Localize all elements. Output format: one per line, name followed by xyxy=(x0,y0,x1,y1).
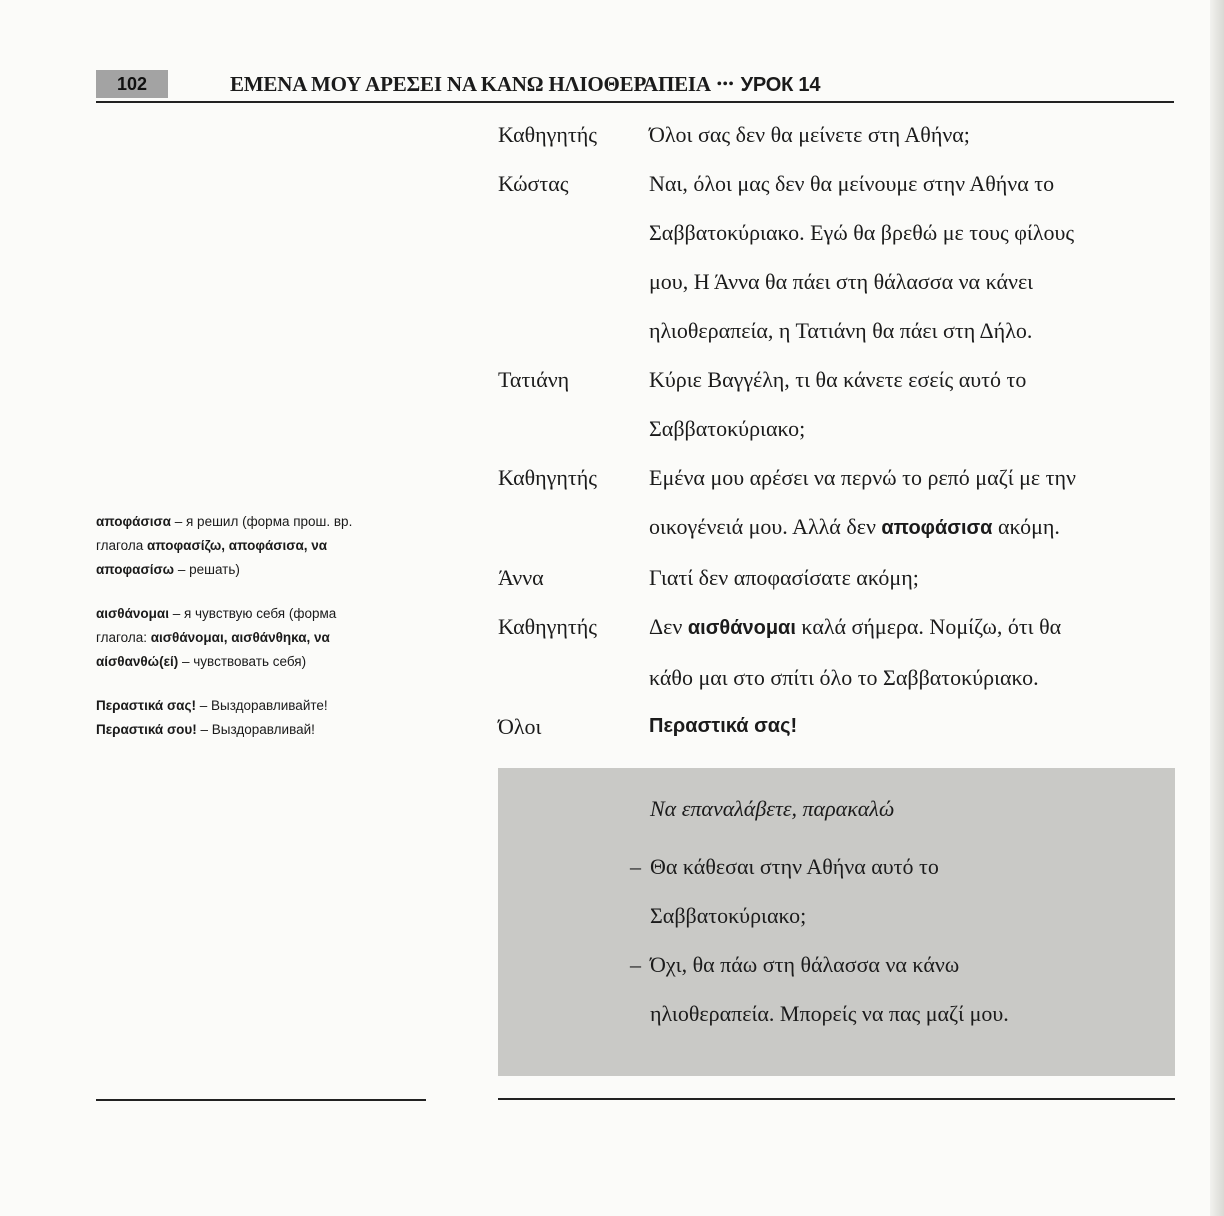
speech xyxy=(649,453,1178,553)
repeat-title: Να επαναλάβετε, παρακαλώ xyxy=(650,796,895,821)
glossary-line xyxy=(96,650,426,674)
speech-fragment: οικογένειά μου. Αλλά δεν xyxy=(649,514,882,539)
speech-text: Γιατί δεν αποφασίσατε ακόμη; xyxy=(649,565,919,590)
speaker: Καθηγητής xyxy=(498,122,597,147)
repeat-line xyxy=(630,842,1009,891)
glossary-text: – я решил (форма прош. вр. xyxy=(170,514,353,529)
dash: – xyxy=(630,952,641,977)
running-header xyxy=(230,72,820,97)
repeat-text: Όχι, θα πάω στη θάλασσα να κάνω xyxy=(650,952,960,977)
speech-text: Σαββατοκύριακο. Εγώ θα βρεθώ με τους φίλους xyxy=(649,220,1075,245)
speech-text xyxy=(649,602,1178,653)
speech xyxy=(649,702,1178,751)
speaker: Καθηγητής xyxy=(498,614,597,639)
speech xyxy=(649,553,1178,602)
speaker: Τατιάνη xyxy=(498,367,570,392)
speech-fragment: ακόμη. xyxy=(992,514,1060,539)
repeat-exercise-box xyxy=(498,768,1175,1076)
dialogue-line xyxy=(498,602,1178,702)
repeat-line: Σαββατοκύριακο; xyxy=(650,903,807,928)
page-edge xyxy=(1210,0,1224,1216)
glossary-entry xyxy=(96,694,426,742)
repeat-text: Θα κάθεσαι στην Αθήνα αυτό το xyxy=(650,854,939,879)
speech-text xyxy=(649,502,1178,553)
glossary-line xyxy=(96,718,426,742)
speaker: Όλοι xyxy=(498,714,542,739)
glossary-term: αποφασίζω, αποφάσισα, να xyxy=(147,538,328,553)
speech-text: Ναι, όλοι μας δεν θα μείνουμε στην Αθήνα το xyxy=(649,171,1055,196)
speech-text: ηλιοθεραπεία, η Τατιάνη θα πάει στη Δήλο. xyxy=(649,318,1033,343)
glossary xyxy=(96,510,426,762)
glossary-term: Περαστικά σου! xyxy=(96,722,197,737)
dialogue-line xyxy=(498,453,1178,553)
keyword: αποφάσισα xyxy=(881,517,993,539)
dialogue-line xyxy=(498,355,1178,453)
speech-text: κάθο μαι στο σπίτι όλο το Σαββατοκύριακο. xyxy=(649,665,1039,690)
speaker: Καθηγητής xyxy=(498,465,597,490)
glossary-term: αισθάνομαι, αισθάνθηκα, να xyxy=(150,630,330,645)
glossary-line xyxy=(96,558,426,582)
header-dots: ••• xyxy=(716,77,735,92)
header-title: ΕΜΕΝΑ ΜΟΥ ΑΡΕΣΕΙ ΝΑ ΚΑΝΩ ΗΛΙΟΘΕΡΑΠΕΙΑ xyxy=(230,72,711,96)
glossary-text: – Выздоравливайте! xyxy=(196,698,328,713)
speech-text: Σαββατοκύριακο; xyxy=(649,416,806,441)
glossary-line xyxy=(96,534,426,558)
glossary-line xyxy=(96,694,426,718)
repeat-line: ηλιοθεραπεία. Μπορείς να πας μαζί μου. xyxy=(650,1001,1009,1026)
glossary-text: – я чувствую себя (форма xyxy=(168,606,337,621)
speaker: Κώστας xyxy=(498,171,569,196)
dialogue xyxy=(498,110,1178,751)
speech-text: Περαστικά σας! xyxy=(649,715,798,737)
speaker: Άννα xyxy=(498,565,544,590)
header-rule xyxy=(96,101,1174,103)
glossary-text: – чувствовать себя) xyxy=(178,654,307,669)
dialogue-line xyxy=(498,702,1178,751)
glossary-line xyxy=(96,510,426,534)
dialogue-line xyxy=(498,159,1178,355)
dialogue-line xyxy=(498,110,1178,159)
speech-fragment: Δεν xyxy=(649,614,688,639)
footer-rule-right xyxy=(498,1098,1175,1100)
glossary-text: – Выздоравливай! xyxy=(196,722,315,737)
speech xyxy=(649,602,1178,702)
speech xyxy=(649,355,1178,453)
glossary-line xyxy=(96,602,426,626)
speech-text: Όλοι σας δεν θα μείνετε στη Αθήνα; xyxy=(649,122,970,147)
header-lesson: УРОК 14 xyxy=(740,74,821,96)
footer-rule-left xyxy=(96,1099,426,1101)
glossary-entry xyxy=(96,602,426,674)
speech-fragment: καλά σήμερα. Νομίζω, ότι θα xyxy=(795,614,1062,639)
speech xyxy=(649,110,1178,159)
page-number: 102 xyxy=(96,70,168,98)
repeat-lines xyxy=(630,842,1009,1038)
keyword: αισθάνομαι xyxy=(687,617,796,639)
glossary-term: Περαστικά σας! xyxy=(96,698,196,713)
glossary-term: αποφασίσω xyxy=(96,562,175,577)
repeat-line xyxy=(630,940,1009,989)
speech xyxy=(649,159,1178,355)
dialogue-line xyxy=(498,553,1178,602)
glossary-term: αποφάσισα xyxy=(96,514,171,529)
dash: – xyxy=(630,854,641,879)
glossary-text: глагола xyxy=(96,538,147,553)
glossary-term: αισθάνομαι xyxy=(96,606,169,621)
glossary-text: глагола: xyxy=(96,630,151,645)
speech-text: μου, Η Άννα θα πάει στη θάλασσα να κάνει xyxy=(649,269,1034,294)
glossary-term: αίσθανθώ(εί) xyxy=(96,654,179,669)
glossary-entry xyxy=(96,510,426,582)
glossary-line xyxy=(96,626,426,650)
speech-text: Εμένα μου αρέσει να περνώ το ρεπό μαζί με την xyxy=(649,465,1076,490)
glossary-text: – решать) xyxy=(174,562,240,577)
speech-text: Κύριε Βαγγέλη, τι θα κάνετε εσείς αυτό το xyxy=(649,367,1027,392)
